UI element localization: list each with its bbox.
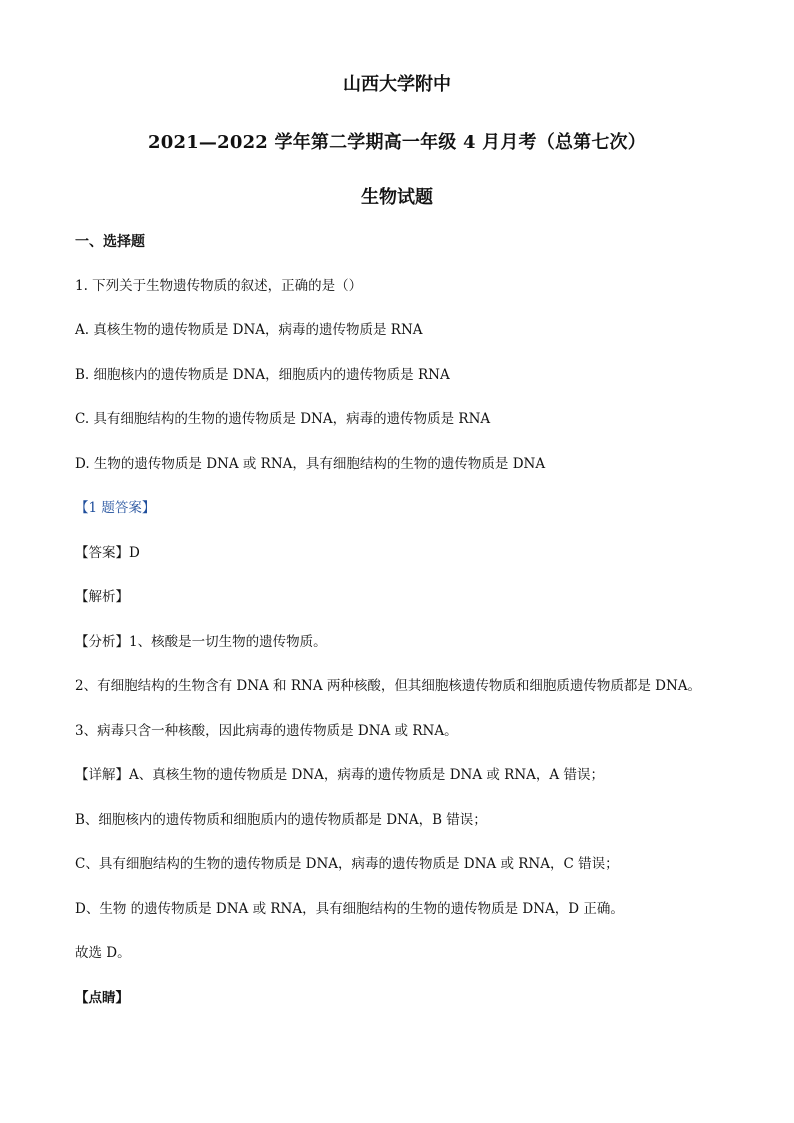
analysis-line-1: 【分析】1、核酸是一切生物的遗传物质。 — [75, 634, 327, 650]
conclusion-line: 故选 D。 — [75, 945, 131, 961]
subject-title: 生物试题 — [361, 187, 433, 208]
detail-line-2: B、细胞核内的遗传物质和细胞质内的遗传物质都是 DNA，B 错误； — [75, 812, 487, 828]
question-answer-tag: 【1 题答案】 — [75, 500, 156, 516]
detail-line-1: 【详解】A、真核生物的遗传物质是 DNA，病毒的遗传物质是 DNA 或 RNA，A 错误； — [75, 767, 604, 783]
question-stem: 1. 下列关于生物遗传物质的叙述，正确的是（） — [75, 278, 363, 294]
option-c: C. 具有细胞结构的生物的遗传物质是 DNA，病毒的遗传物质是 RNA — [75, 411, 491, 427]
school-name: 山西大学附中 — [343, 74, 451, 95]
option-a: A. 真核生物的遗传物质是 DNA，病毒的遗传物质是 RNA — [75, 322, 423, 338]
section-title: 一、选择题 — [75, 234, 145, 250]
answer-line: 【答案】D — [75, 545, 140, 561]
comment-tag: 【点睛】 — [75, 990, 129, 1006]
exam-title: 2021—2022 学年第二学期高一年级 4 月月考（总第七次） — [148, 132, 646, 153]
option-d: D. 生物的遗传物质是 DNA 或 RNA，具有细胞结构的生物的遗传物质是 DNA — [75, 456, 546, 472]
detail-line-3: C、具有细胞结构的生物的遗传物质是 DNA，病毒的遗传物质是 DNA 或 RNA，C 错误； — [75, 856, 619, 872]
analysis-line-3: 3、病毒只含一种核酸，因此病毒的遗传物质是 DNA 或 RNA。 — [75, 723, 458, 739]
detail-line-4: D、生物 的遗传物质是 DNA 或 RNA，具有细胞结构的生物的遗传物质是 DNA，D 正确。 — [75, 901, 624, 917]
option-b: B. 细胞核内的遗传物质是 DNA，细胞质内的遗传物质是 RNA — [75, 367, 450, 383]
analysis-line-2: 2、有细胞结构的生物含有 DNA 和 RNA 两种核酸，但其细胞核遗传物质和细胞质遗传物质都是 DNA。 — [75, 678, 702, 694]
analysis-tag: 【解析】 — [75, 589, 129, 605]
